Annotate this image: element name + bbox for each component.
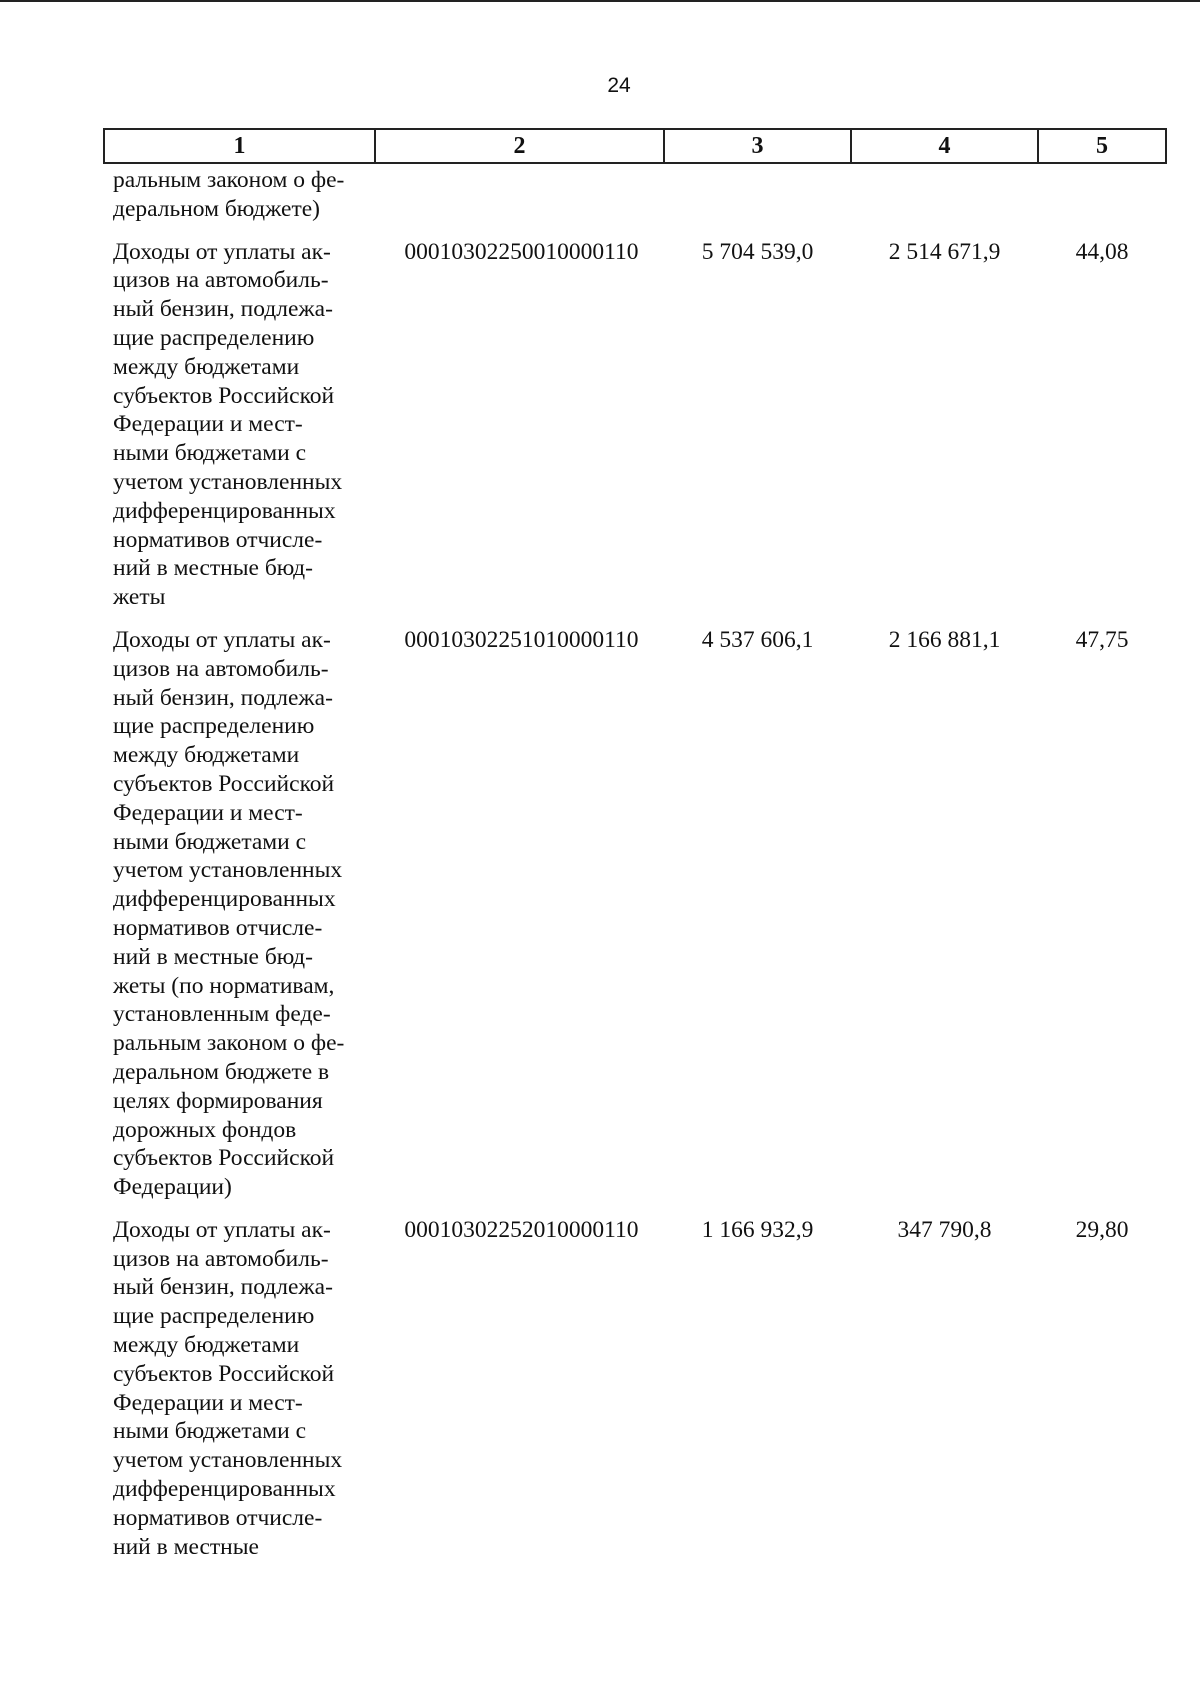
percent-col5: 44,08: [1075, 238, 1129, 265]
text-line: щие распределению: [113, 713, 315, 740]
text-line: учетом установленных: [113, 468, 343, 495]
text-line: цизов на автомобиль-: [113, 1245, 329, 1272]
text-line: ний в местные бюд-: [113, 555, 313, 582]
text-line: нормативов отчисле-: [113, 914, 323, 941]
text-line: ний в местные: [113, 1533, 259, 1560]
value-col4: 347 790,8: [897, 1216, 992, 1243]
table-row: [104, 238, 1166, 626]
value-col4: 2 514 671,9: [888, 238, 1001, 265]
text-line: Доходы от уплаты ак-: [113, 626, 331, 653]
text-line: жеты: [113, 584, 166, 611]
page-top-border: [0, 0, 1200, 2]
continuation-row: [104, 163, 1166, 238]
text-line: нормативов отчисле-: [113, 1504, 323, 1531]
text-line: дифференцированных: [113, 886, 336, 913]
text-line: субъектов Российской: [113, 382, 335, 409]
value-col3: 4 537 606,1: [701, 626, 814, 653]
value-col4: 2 166 881,1: [888, 626, 1001, 653]
column-header-4: 4: [851, 129, 1038, 163]
text-line: целях формирования: [113, 1087, 323, 1114]
value-col3: 5 704 539,0: [701, 238, 814, 265]
text-line: деральном бюджете): [113, 195, 321, 222]
table-header-row: [104, 129, 1166, 163]
value-col3: 1 166 932,9: [701, 1216, 814, 1243]
continuation-text: [104, 163, 375, 238]
text-line: Федерации и мест-: [113, 1389, 303, 1416]
column-header-1: 1: [104, 129, 375, 163]
page-number: 24: [607, 74, 631, 97]
text-line: между бюджетами: [113, 742, 300, 769]
column-header-2: 2: [375, 129, 664, 163]
text-line: субъектов Российской: [113, 770, 335, 797]
text-line: ными бюджетами с: [113, 1418, 307, 1445]
text-line: ными бюджетами с: [113, 440, 307, 467]
percent-col5: 29,80: [1075, 1216, 1129, 1243]
text-line: ный бензин, подлежа-: [113, 684, 333, 711]
text-line: ральным законом о фе-: [113, 1030, 345, 1057]
text-line: учетом установленных: [113, 1447, 343, 1474]
budget-code: 00010302250010000110: [404, 238, 639, 265]
text-line: деральном бюджете в: [113, 1058, 330, 1085]
table-row: [104, 1216, 1166, 1576]
text-line: цизов на автомобиль-: [113, 655, 329, 682]
text-line: нормативов отчисле-: [113, 526, 323, 553]
text-line: цизов на автомобиль-: [113, 267, 329, 294]
text-line: щие распределению: [113, 324, 315, 351]
text-line: Федерации): [113, 1174, 232, 1201]
text-line: между бюджетами: [113, 353, 300, 380]
revenue-table: [103, 128, 1167, 1575]
text-line: щие распределению: [113, 1303, 315, 1330]
text-line: субъектов Российской: [113, 1360, 335, 1387]
text-line: Федерации и мест-: [113, 799, 303, 826]
column-header-5: 5: [1038, 129, 1166, 163]
text-line: дорожных фондов: [113, 1116, 297, 1143]
text-line: Доходы от уплаты ак-: [113, 238, 331, 265]
revenue-name: [104, 1216, 375, 1576]
text-line: дифференцированных: [113, 497, 336, 524]
column-header-3: 3: [664, 129, 851, 163]
revenue-name: [104, 626, 375, 1216]
budget-code: 00010302252010000110: [404, 1216, 639, 1243]
budget-code: 00010302251010000110: [404, 626, 639, 653]
text-line: Федерации и мест-: [113, 411, 303, 438]
table-row: [104, 626, 1166, 1216]
text-line: установленным феде-: [113, 1001, 331, 1028]
percent-col5: 47,75: [1075, 626, 1129, 653]
text-line: ний в местные бюд-: [113, 943, 313, 970]
text-line: ральным законом о фе-: [113, 167, 345, 193]
text-line: ный бензин, подлежа-: [113, 1274, 333, 1301]
revenue-name: [104, 238, 375, 626]
text-line: дифференцированных: [113, 1476, 336, 1503]
text-line: ными бюджетами с: [113, 828, 307, 855]
text-line: ный бензин, подлежа-: [113, 296, 333, 323]
text-line: субъектов Российской: [113, 1145, 335, 1172]
text-line: жеты (по нормативам,: [113, 972, 335, 999]
text-line: учетом установленных: [113, 857, 343, 884]
text-line: между бюджетами: [113, 1332, 300, 1359]
text-line: Доходы от уплаты ак-: [113, 1216, 331, 1243]
